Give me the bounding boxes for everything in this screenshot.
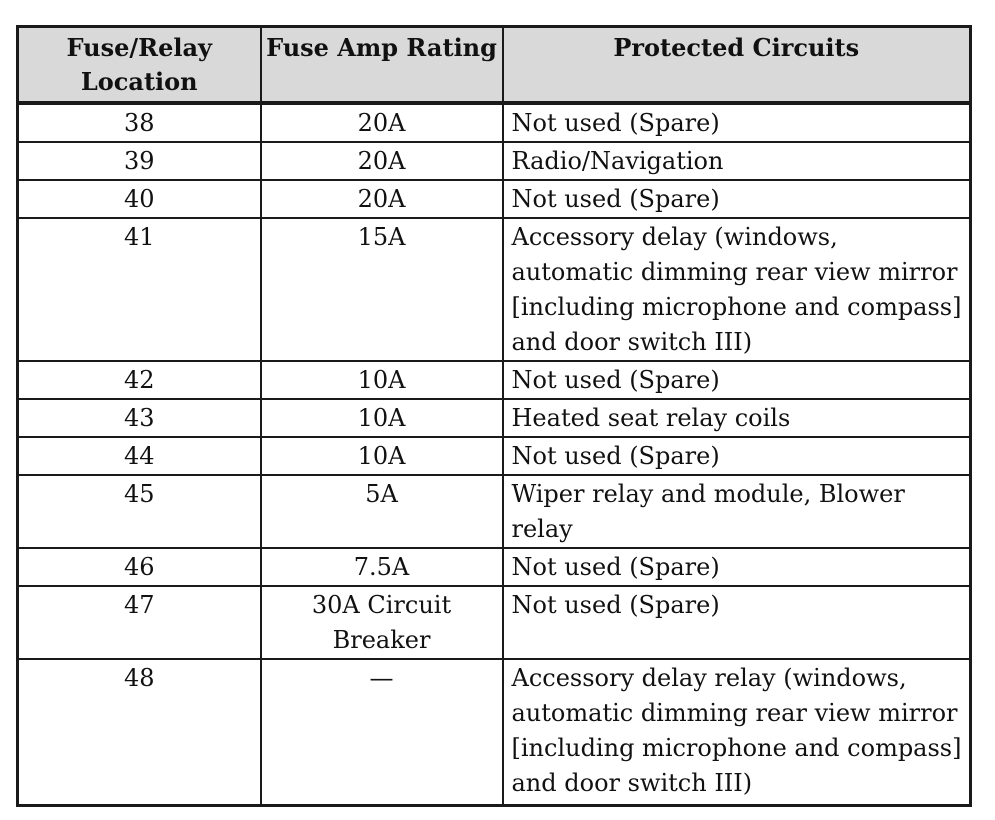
table-row <box>18 586 971 659</box>
circuits-cell: Not used (Spare) <box>503 103 971 142</box>
location-cell: 41 <box>18 218 261 361</box>
amp-cell: 10A <box>261 361 503 399</box>
table-body <box>18 103 971 805</box>
location-cell: 46 <box>18 548 261 586</box>
table-row <box>18 399 971 437</box>
table-header <box>18 27 971 104</box>
circuits-cell: Heated seat relay coils <box>503 399 971 437</box>
location-cell: 47 <box>18 586 261 659</box>
circuits-cell: Radio/Navigation <box>503 142 971 180</box>
amp-cell: 7.5A <box>261 548 503 586</box>
header-location: Fuse/Relay Location <box>18 27 261 104</box>
location-cell: 39 <box>18 142 261 180</box>
circuits-cell: Accessory delay (windows, automatic dimming rear view mirror [including microphone and compass] and door switch III) <box>503 218 971 361</box>
location-cell: 44 <box>18 437 261 475</box>
circuits-cell: Not used (Spare) <box>503 437 971 475</box>
amp-cell: 5A <box>261 475 503 548</box>
amp-cell: — <box>261 659 503 805</box>
location-cell: 45 <box>18 475 261 548</box>
table-row <box>18 103 971 142</box>
circuits-cell: Not used (Spare) <box>503 548 971 586</box>
amp-cell: 20A <box>261 180 503 218</box>
amp-cell: 10A <box>261 437 503 475</box>
amp-cell: 30A Circuit Breaker <box>261 586 503 659</box>
table-row <box>18 437 971 475</box>
circuits-cell: Not used (Spare) <box>503 180 971 218</box>
location-cell: 43 <box>18 399 261 437</box>
circuits-cell: Accessory delay relay (windows, automatic dimming rear view mirror [including microphone and compass] and door switch III) <box>503 659 971 805</box>
amp-cell: 15A <box>261 218 503 361</box>
amp-cell: 20A <box>261 103 503 142</box>
amp-cell: 20A <box>261 142 503 180</box>
amp-cell: 10A <box>261 399 503 437</box>
table-row <box>18 361 971 399</box>
location-cell: 38 <box>18 103 261 142</box>
table-row <box>18 180 971 218</box>
circuits-cell: Wiper relay and module, Blower relay <box>503 475 971 548</box>
fuse-table <box>16 25 972 807</box>
header-amp-rating: Fuse Amp Rating <box>261 27 503 104</box>
circuits-cell: Not used (Spare) <box>503 361 971 399</box>
location-cell: 48 <box>18 659 261 805</box>
circuits-cell: Not used (Spare) <box>503 586 971 659</box>
table-row <box>18 475 971 548</box>
table-row <box>18 218 971 361</box>
header-protected-circuits: Protected Circuits <box>503 27 971 104</box>
location-cell: 42 <box>18 361 261 399</box>
header-row <box>18 27 971 104</box>
table-row <box>18 548 971 586</box>
table-row <box>18 659 971 805</box>
location-cell: 40 <box>18 180 261 218</box>
table-row <box>18 142 971 180</box>
